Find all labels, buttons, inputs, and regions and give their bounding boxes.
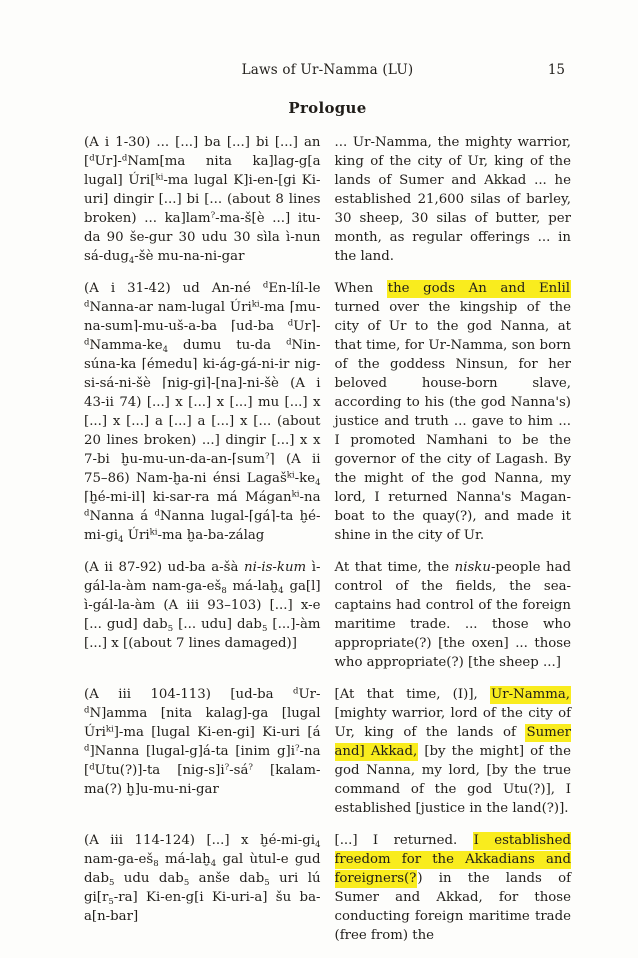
transliteration-paragraph xyxy=(84,133,321,266)
text-run: (A iii 104-113) [ud-ba xyxy=(84,687,293,702)
text-run: -na xyxy=(299,490,321,505)
translation-paragraph xyxy=(335,279,572,545)
determinative-superscript: d xyxy=(286,337,292,348)
determinative-superscript: d xyxy=(287,318,294,329)
index-subscript: 8 xyxy=(153,859,159,869)
text-run: ]Nanna [lugal-g]á-ta [inim g]i xyxy=(89,744,295,759)
determinative-superscript: d xyxy=(121,153,128,164)
text-run: uri lú gi[r xyxy=(84,871,321,905)
text-run: -šè mu-na-ni-gar xyxy=(134,249,245,264)
index-subscript: 4 xyxy=(315,478,321,488)
determinative-superscript: d xyxy=(84,337,90,348)
text-run: [...]-àm [...] x [(about 7 lines damaged)] xyxy=(84,617,321,651)
paragraph-pair xyxy=(84,685,571,818)
highlighted-text: I established freedom for the Akkadians and foreigners(? xyxy=(334,833,571,886)
two-column-body xyxy=(84,133,571,945)
text-run: Namma-ke xyxy=(89,338,163,353)
determinative-superscript: ki xyxy=(291,489,300,500)
text-run: má-laḫ xyxy=(226,579,279,594)
determinative-superscript: ? xyxy=(264,451,270,462)
text-run: Ur- xyxy=(298,687,321,702)
text-run: ì-gál-la-àm nam-ga-eš xyxy=(84,560,321,594)
determinative-superscript: ? xyxy=(294,743,300,754)
index-subscript: 8 xyxy=(221,586,227,596)
page-number: 15 xyxy=(547,62,565,78)
transliteration-paragraph xyxy=(84,685,321,818)
index-subscript: 5 xyxy=(183,878,190,888)
highlighted-text: Sumer and] Akkad, xyxy=(334,725,571,759)
determinative-superscript: ? xyxy=(224,762,230,773)
text-run: [mighty warrior, lord of the city of Ur, king of the lands of xyxy=(334,706,571,740)
text-run: -ke xyxy=(294,471,316,486)
text-run: (A iii 114-124) [...] x ḫé-mi-gi xyxy=(84,833,316,848)
determinative-superscript: d xyxy=(84,508,90,519)
text-run: anše dab xyxy=(189,871,265,886)
text-run: gal ùtul-e gud dab xyxy=(84,852,321,886)
transliteration-paragraph xyxy=(84,558,321,672)
text-run: [...] I returned. xyxy=(334,833,473,848)
text-run: Nanna lugal-⌈gá⌉-ta ḫé-mi-gi xyxy=(84,509,321,543)
text-run: udu dab xyxy=(114,871,184,886)
translation-paragraph xyxy=(335,685,572,818)
text-run: (A i 1-30) ... [...] ba [...] bi [...] an [ xyxy=(84,135,321,169)
index-subscript: 5 xyxy=(108,878,115,888)
text-run: Nanna á xyxy=(89,509,155,524)
paragraph-pair xyxy=(84,558,571,672)
text-run: (A i 31-42) ud An-né xyxy=(84,281,263,296)
text-run: [At that time, (I)], xyxy=(334,687,490,702)
text-run: [... udu] dab xyxy=(173,617,262,632)
determinative-superscript: d xyxy=(89,153,95,164)
determinative-superscript: d xyxy=(292,686,299,697)
determinative-superscript: ? xyxy=(248,762,253,773)
paragraph-pair xyxy=(84,279,571,545)
text-run: -na [ xyxy=(84,744,321,778)
page-header xyxy=(84,62,571,79)
determinative-superscript: ki xyxy=(149,527,158,538)
translation-paragraph xyxy=(335,133,572,266)
determinative-superscript: d xyxy=(84,705,90,716)
text-run: má-laḫ xyxy=(158,852,211,867)
text-run: [kalam-ma(?) ḫ]u-mu-ni-gar xyxy=(84,763,321,797)
text-run: When xyxy=(334,281,387,296)
text-block xyxy=(84,62,571,958)
determinative-superscript: d xyxy=(84,299,90,310)
section-title: Prologue xyxy=(288,99,367,117)
text-run: -ma ⌈mu-na-sum⌉-mu-uš-a-ba ⌈ud-ba xyxy=(84,300,321,334)
text-run: -sá xyxy=(229,763,249,778)
text-run: Úri xyxy=(123,528,150,543)
determinative-superscript: d xyxy=(262,280,269,291)
index-subscript: 4 xyxy=(118,535,124,545)
index-subscript: 4 xyxy=(210,859,217,869)
index-subscript: 4 xyxy=(162,345,169,355)
text-run: ]-ma [lugal Ki-en-gi] Ki-uri [á xyxy=(113,725,321,740)
text-run: ) in the lands of Sumer and Akkad, for those conducting foreign maritime trade (free from) the xyxy=(334,871,571,943)
index-subscript: 4 xyxy=(315,840,321,850)
index-subscript: 5 xyxy=(167,624,174,634)
highlighted-text: the gods An and Enlil xyxy=(387,281,570,296)
determinative-superscript: ki xyxy=(286,470,295,481)
text-run: [by the might] of the god Nanna, my lord, [by the true command of the god Utu(?)], I established [justice in the land(?)]. xyxy=(334,744,571,816)
text-run: Nin-súna-ka ⌈émedu⌉ ki-ág-gá-ni-ir nig-si-sá-ni-šè ⌈nig-gi⌉-[na]-ni-šè (A i 43-ii 74) [...] x [...] x [...] mu [...] x [...] x [...] a [...] a [...] x [... (about 20 lines broken) ...] dingir [...] x x 7-bi ḫu-mu-un-da-an-⌈sum xyxy=(84,338,321,467)
text-run: ga[l] ì-gál-la-àm (A iii 93–103) [...] x-e [... gud] dab xyxy=(84,579,321,632)
text-run: nam-ga-eš xyxy=(84,852,154,867)
highlighted-text: Ur-Namma, xyxy=(491,687,570,702)
text-run: En-líl-le xyxy=(268,281,321,296)
text-run: Ur]- xyxy=(94,154,122,169)
transliteration-paragraph xyxy=(84,831,321,945)
determinative-superscript: d xyxy=(154,508,160,519)
text-run: At that time, the xyxy=(334,560,455,575)
text-run: Nanna-ar nam-lugal Úri xyxy=(89,300,252,315)
italic-term: nisku xyxy=(454,560,491,575)
determinative-superscript: d xyxy=(84,743,90,754)
determinative-superscript: ki xyxy=(155,172,164,183)
text-run: -ma-š[è ...] itu-da 90 še-gur 30 udu 30 sìla ì-nun sá-dug xyxy=(84,211,321,264)
index-subscript: 4 xyxy=(278,586,284,596)
determinative-superscript: ki xyxy=(251,299,260,310)
transliteration-paragraph xyxy=(84,279,321,545)
index-subscript: 5 xyxy=(264,878,270,888)
text-run: -ra] Ki-en-g[i Ki-uri-a] šu ba-a[n-bar] xyxy=(84,890,321,924)
text-run: (A ii 87-92) ud-ba a-šà xyxy=(84,560,245,575)
text-run: turned over the kingship of the city of Ur to the god Nanna, at that time, for Ur-Namma, son born of the goddess Ninsun, for her beloved house-born slave, according to his (the god Nanna's) justice and truth ... gave to him ... I promoted Namhani to be the governor of the city of Lagash. By the might of the god Nanna, my lord, I returned Nanna's Magan-boat to the quay(?), and made it shine in the city of Ur. xyxy=(334,300,571,543)
translation-paragraph xyxy=(335,831,572,945)
text-run: Ur⌉- xyxy=(293,319,321,334)
italic-term: ni-is-kum xyxy=(244,560,307,575)
text-run: ⌉ (A ii 75–86) Nam-ḫa-ni énsi Lagaš xyxy=(84,452,321,486)
index-subscript: 5 xyxy=(261,624,268,634)
paragraph-pair xyxy=(84,831,571,945)
translation-paragraph xyxy=(335,558,572,672)
determinative-superscript: d xyxy=(89,762,95,773)
text-run: dumu tu-da xyxy=(168,338,287,353)
text-run: Nam[ma nita ka]lag-g[a lugal] Úri[ xyxy=(84,154,321,188)
paragraph-pair xyxy=(84,133,571,266)
text-run: ⌈ḫé-mi-il⌉ ki-sar-ra má Mágan xyxy=(84,490,292,505)
index-subscript: 4 xyxy=(128,256,135,266)
running-title: Laws of Ur-Namma (LU) xyxy=(241,62,414,78)
text-run: ... Ur-Namma, the mighty warrior, king of the city of Ur, king of the lands of Sumer and Akkad ... he established 21,600 silas of barley, 30 sheep, 30 silas of butter, per month, as regular offerings ... in the land. xyxy=(334,135,571,264)
text-run: -people had control of the fields, the sea-captains had control of the foreign maritime trade. ... those who appropriate(?) [the oxen] ... those who appropriate(?) [the sheep ...] xyxy=(334,560,572,670)
text-run: Utu(?)]-ta [nig-s]i xyxy=(94,763,225,778)
text-run: -ma ḫa-ba-zálag xyxy=(157,528,265,543)
text-run: -ma lugal K]i-en-[gi Ki-uri] dingir [...] bi [... (about 8 lines broken) ... ka]lam xyxy=(84,173,321,226)
text-run: N]amma [nita kalag]-ga [lugal Úri xyxy=(84,706,321,740)
determinative-superscript: ki xyxy=(105,724,114,735)
index-subscript: 5 xyxy=(108,897,114,907)
determinative-superscript: ? xyxy=(210,210,216,221)
